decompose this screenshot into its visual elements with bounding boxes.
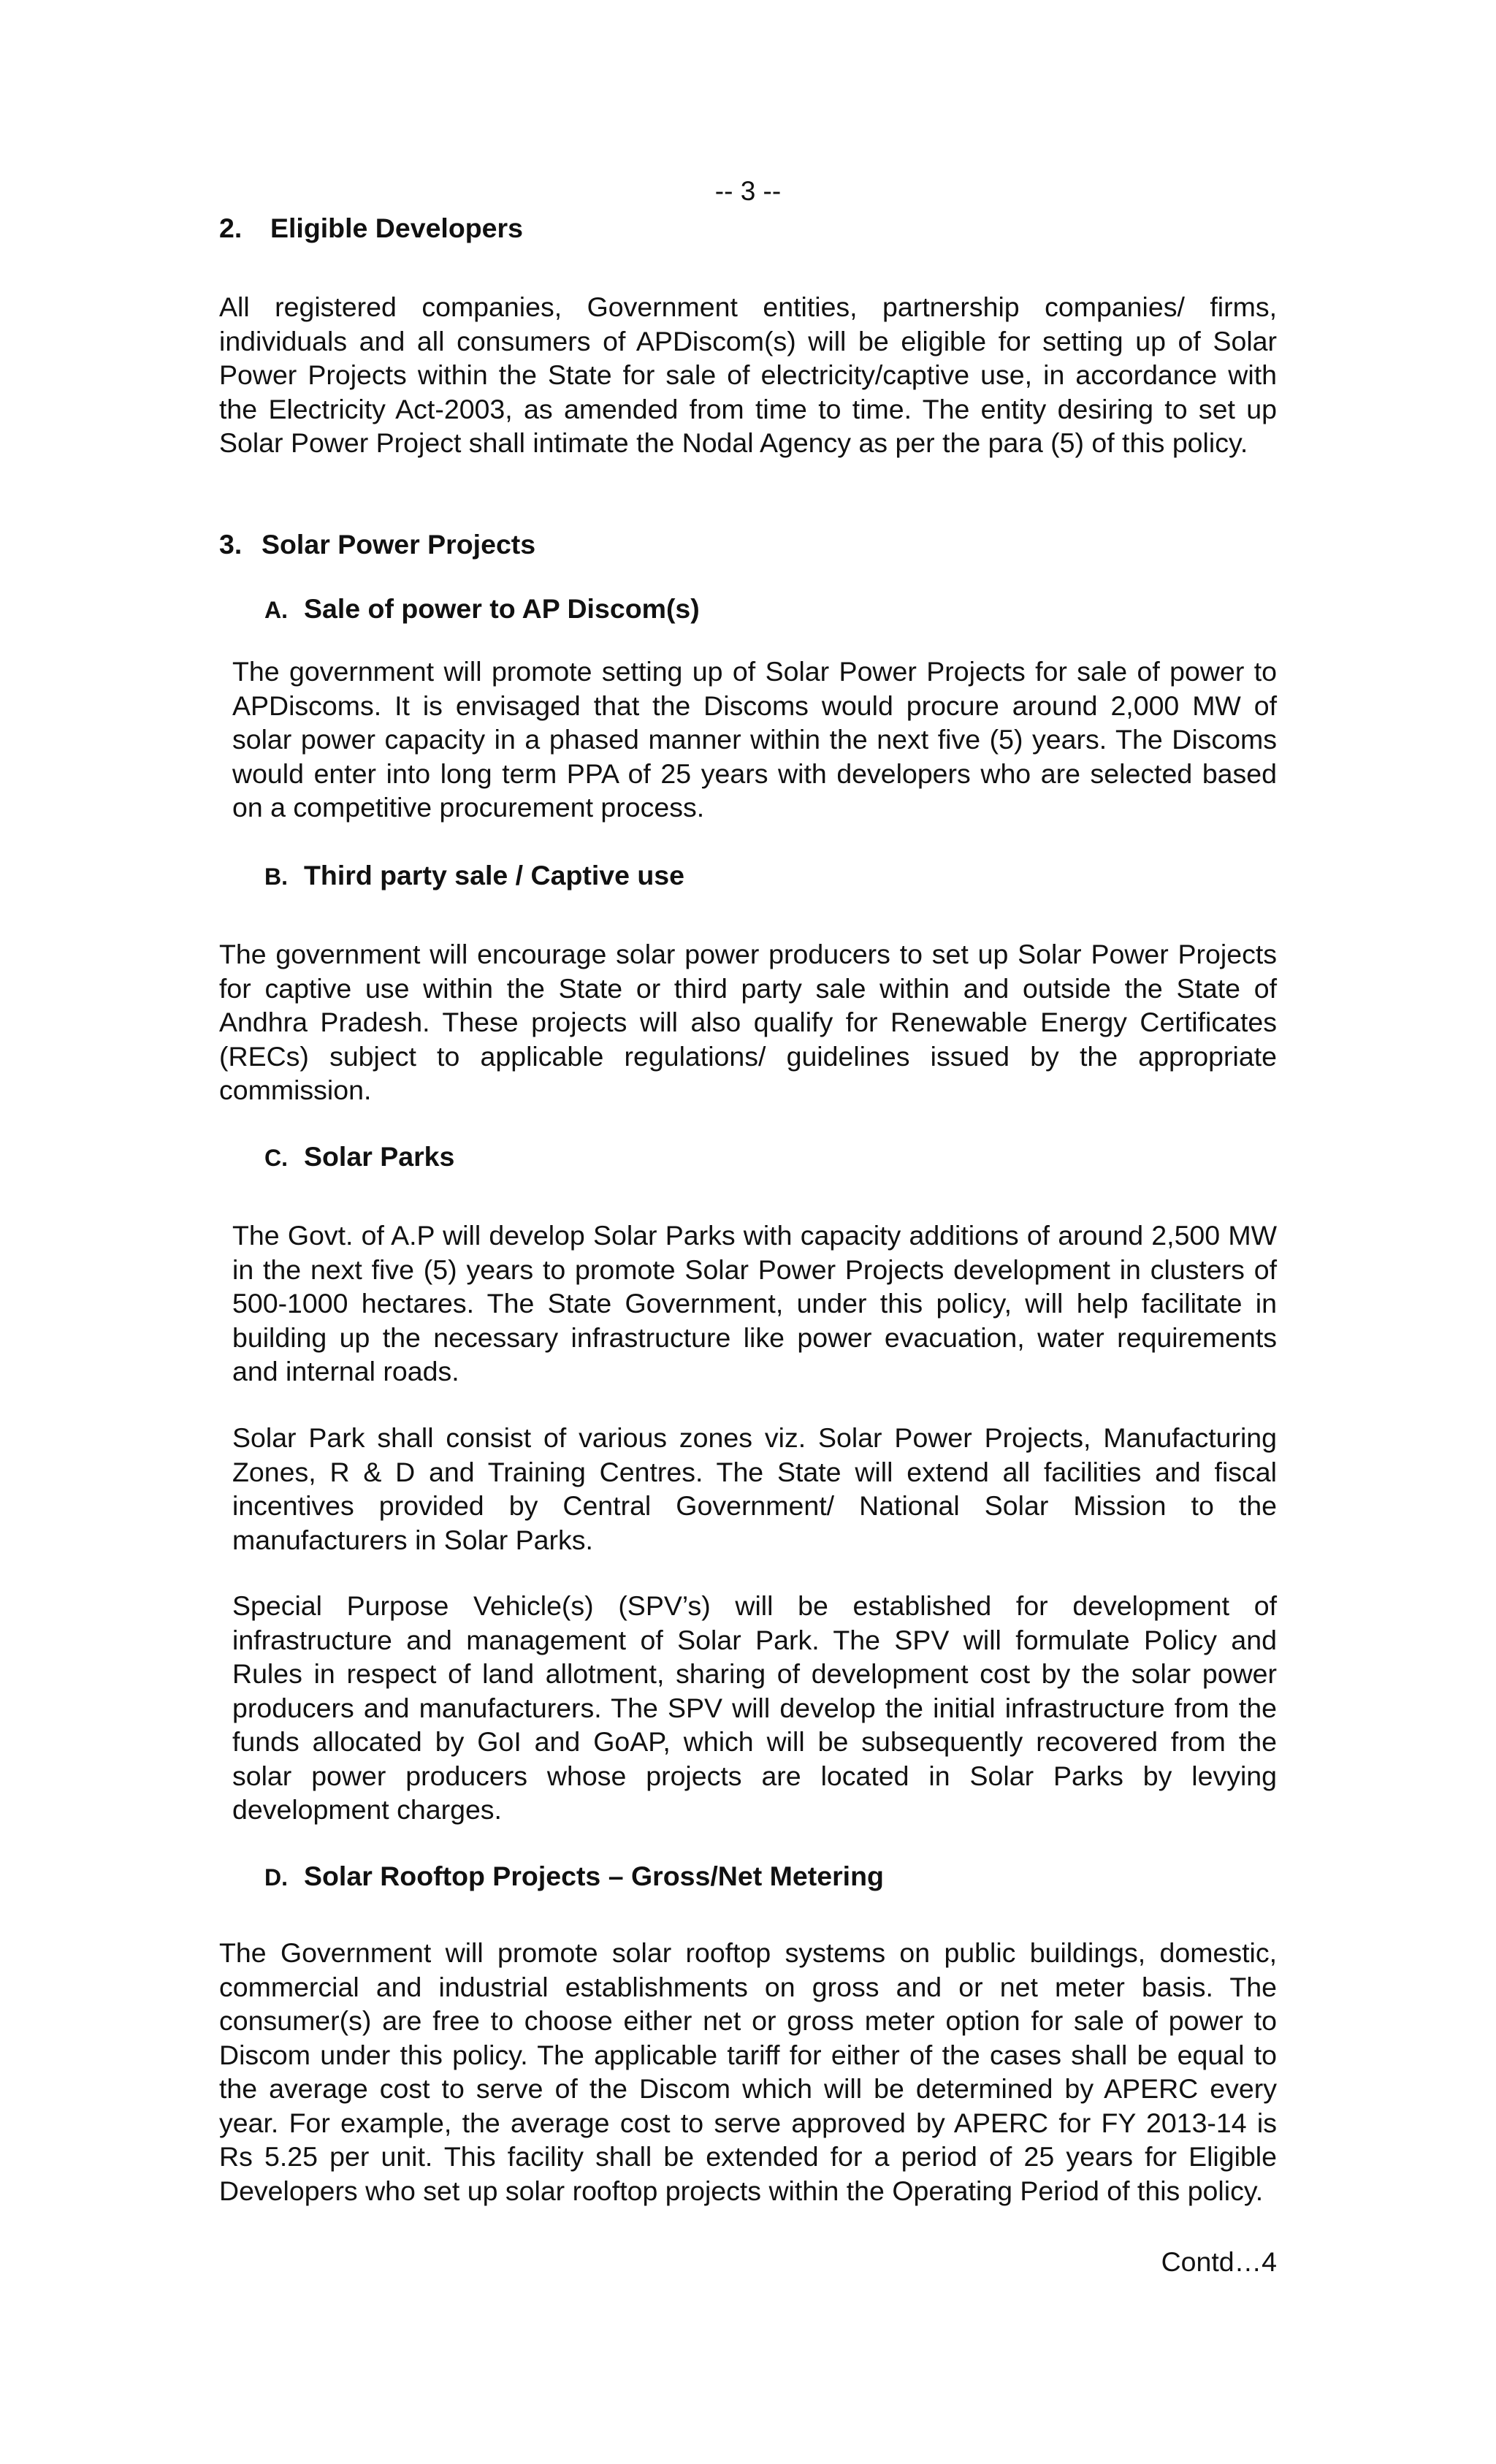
subsection-d-letter: D. bbox=[264, 1864, 288, 1891]
section-3-title: Solar Power Projects bbox=[262, 529, 536, 560]
section-3-number: 3. bbox=[219, 529, 243, 560]
subsection-d-title: Solar Rooftop Projects – Gross/Net Metering bbox=[304, 1861, 884, 1891]
subsection-d-paragraph: The Government will promote solar rooftop systems on public buildings, domestic, commercial and industrial establishments on gross and or net meter basis. The consumer(s) are free to choose either net or gross meter option for sale of power to Discom under this policy. The applicable tariff for either of the cases shall be equal to the average cost to serve of the Discom which will be determined by APERC every year. For example, the average cost to serve approved by APERC for FY 2013-14 is Rs 5.25 per unit. This facility shall be extended for a period of 25 years for Eligible Developers who set up solar rooftop projects within the Operating Period of this policy. bbox=[219, 1937, 1277, 2206]
subsection-b-letter: B. bbox=[264, 863, 288, 890]
section-2-title: Eligible Developers bbox=[270, 213, 523, 243]
subsection-b-heading bbox=[264, 858, 684, 894]
subsection-d-heading bbox=[264, 1859, 884, 1895]
section-3-heading bbox=[219, 527, 535, 562]
subsection-a-heading bbox=[264, 592, 700, 628]
subsection-c-title: Solar Parks bbox=[304, 1141, 455, 1172]
page-number: -- 3 -- bbox=[714, 176, 782, 206]
subsection-b-title: Third party sale / Captive use bbox=[304, 860, 685, 890]
subsection-a-title: Sale of power to AP Discom(s) bbox=[304, 593, 700, 624]
subsection-c-paragraph-3: Special Purpose Vehicle(s) (SPV’s) will be established for development of infrastructure and management of Solar Park. The SPV will formulate Policy and Rules in respect of land allotment, sharing of development cost by the solar power producers and manufacturers. The SPV will develop the initial infrastructure from the funds allocated by GoI and GoAP, which will be subsequently recovered from the solar power producers whose projects are located in Solar Parks by levying development charges. bbox=[232, 1590, 1277, 1825]
continuation-note: Contd…4 bbox=[1161, 2246, 1277, 2277]
subsection-b-paragraph: The government will encourage solar power producers to set up Solar Power Projects for captive use within the State or third party sale within and outside the State of Andhra Pradesh. These projects will also qualify for Renewable Energy Certificates (RECs) subject to applicable regulations/ guidelines issued by the appropriate commission. bbox=[219, 939, 1277, 1105]
subsection-c-letter: C. bbox=[264, 1145, 288, 1171]
subsection-c-heading bbox=[264, 1140, 454, 1175]
subsection-a-letter: A. bbox=[264, 597, 288, 623]
subsection-c-paragraph-1: The Govt. of A.P will develop Solar Parks with capacity additions of around 2,500 MW in the next five (5) years to promote Solar Power Projects development in clusters of 500-1000 hectares. The State Government, under this policy, will help facilitate in building up the necessary infrastructure like power evacuation, water requirements and internal roads. bbox=[232, 1220, 1277, 1387]
section-2-number: 2. bbox=[219, 213, 243, 243]
section-2-heading bbox=[219, 211, 523, 245]
section-2-paragraph: All registered companies, Government entities, partnership companies/ firms, individuals and all consumers of APDiscom(s) will be eligible for setting up of Solar Power Projects within the State for sale of electricity/captive use, in accordance with the Electricity Act-2003, as amended from time to time. The entity desiring to set up Solar Power Project shall intimate the Nodal Agency as per the para (5) of this policy. bbox=[219, 291, 1277, 458]
subsection-c-paragraph-2: Solar Park shall consist of various zones viz. Solar Power Projects, Manufacturing Zones, R & D and Training Centres. The State will extend all facilities and fiscal incentives provided by Central Government/ National Solar Mission to the manufacturers in Solar Parks. bbox=[232, 1422, 1277, 1555]
subsection-a-paragraph: The government will promote setting up of Solar Power Projects for sale of power to APDiscoms. It is envisaged that the Discoms would procure around 2,000 MW of solar power capacity in a phased manner within the next five (5) years. The Discoms would enter into long term PPA of 25 years with developers who are selected based on a competitive procurement process. bbox=[232, 656, 1277, 823]
